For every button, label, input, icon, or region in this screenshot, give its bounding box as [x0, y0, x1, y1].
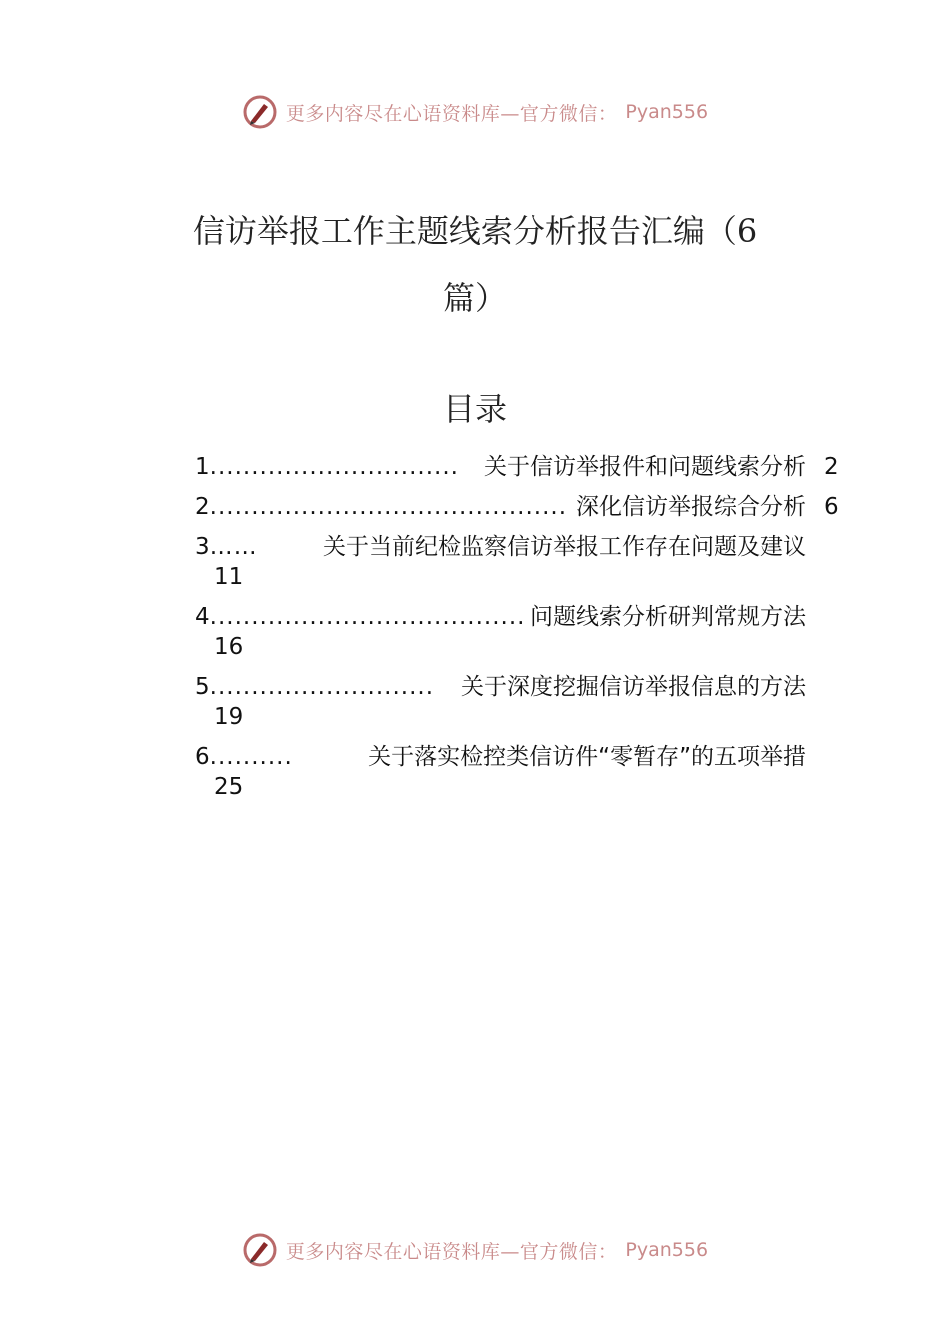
toc-entry-page: 19: [214, 704, 244, 730]
toc-entry-title: 问题线索分析研判常规方法: [530, 604, 806, 630]
toc-entry-title: 关于深度挖掘信访举报信息的方法: [461, 674, 806, 700]
toc-entry[interactable]: [195, 532, 845, 602]
pen-circle-logo-icon: [242, 1232, 278, 1268]
toc-entry-leader: ..........: [209, 744, 293, 770]
document-title-line1: 信访举报工作主题线索分析报告汇编（6: [192, 212, 758, 250]
watermark-text: 更多内容尽在心语资料库—官方微信：: [285, 102, 618, 125]
toc-entry-number: 4: [195, 604, 210, 630]
toc-entry-title: 关于信访举报件和问题线索分析: [484, 454, 806, 480]
toc-entry-page: 25: [214, 774, 244, 800]
toc-entry-leader: ……: [209, 534, 258, 560]
toc-entry-number: 5: [195, 674, 210, 700]
toc-entry-title: 关于当前纪检监察信访举报工作存在问题及建议: [323, 534, 806, 560]
toc-entry-page: 11: [214, 564, 244, 590]
header-watermark: [0, 94, 950, 130]
toc-entry-title: 关于落实检控类信访件“零暂存”的五项举措: [368, 744, 806, 770]
toc-entry[interactable]: [195, 452, 845, 492]
table-of-contents: [195, 452, 845, 812]
toc-entry-leader: ......................................: [209, 604, 526, 630]
footer-watermark: [0, 1232, 950, 1268]
toc-entry[interactable]: [195, 492, 845, 532]
toc-entry[interactable]: [195, 672, 845, 742]
toc-entry-leader: ...........................................: [209, 494, 568, 520]
watermark-text: 更多内容尽在心语资料库—官方微信：: [285, 1240, 618, 1263]
toc-entry-page: 6: [824, 494, 839, 520]
toc-entry-number: 2: [195, 494, 210, 520]
toc-entry-number: 6: [195, 744, 210, 770]
watermark-wechat-id: Pyan556: [625, 101, 709, 123]
watermark-wechat-id: Pyan556: [625, 1239, 709, 1261]
toc-entry[interactable]: [195, 602, 845, 672]
toc-entry-leader: ..............................: [209, 454, 459, 480]
toc-heading: 目录: [442, 390, 507, 428]
toc-entry[interactable]: [195, 742, 845, 812]
toc-entry-number: 1: [195, 454, 210, 480]
toc-entry-title: 深化信访举报综合分析: [576, 494, 806, 520]
toc-entry-number: 3: [195, 534, 210, 560]
document-title-line2: 篇）: [442, 279, 507, 317]
toc-entry-page: 16: [214, 634, 244, 660]
toc-entry-page: 2: [824, 454, 839, 480]
pen-circle-logo-icon: [242, 94, 278, 130]
toc-entry-leader: ...........................: [209, 674, 435, 700]
